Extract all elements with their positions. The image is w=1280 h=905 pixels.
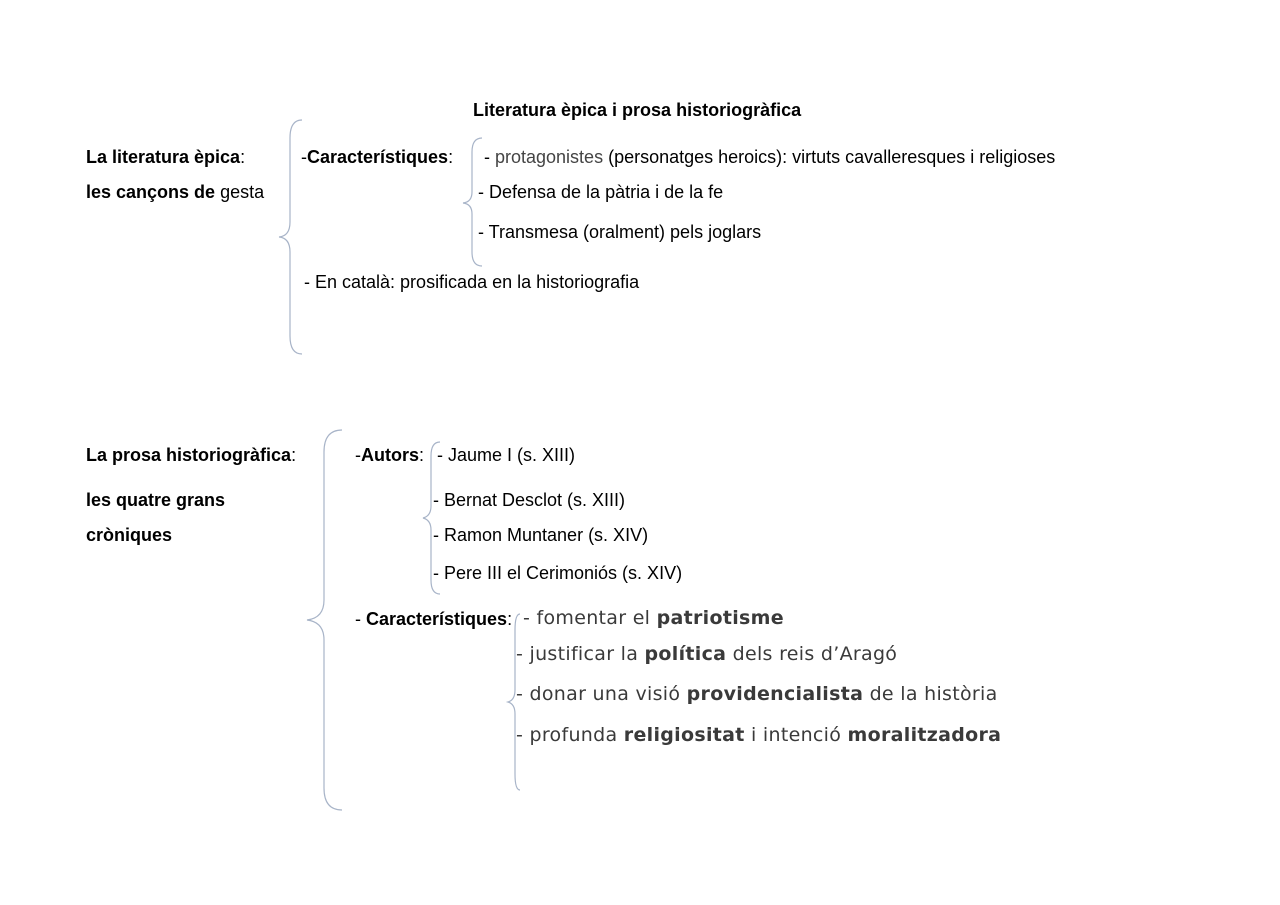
prosa-caract-4 [516, 724, 1001, 746]
prosa-subheading-1: les quatre grans [86, 490, 226, 510]
prosa-caract-1-b: patriotisme [656, 607, 784, 629]
prosa-autors-label [355, 444, 424, 466]
prosa-heading-colon: : [291, 445, 297, 465]
epica-item-1-dash: - [484, 147, 495, 167]
prosa-caract-2-b: política [644, 643, 727, 665]
epica-heading-text: La literatura èpica [86, 147, 241, 167]
prosa-subheading-2: cròniques [86, 525, 173, 545]
epica-caract-dash: - [301, 147, 307, 167]
prosa-caract-2-c: dels reis d’Aragó [726, 643, 898, 665]
prosa-caract-colon: : [507, 609, 513, 629]
author-pere-iii: - Pere III el Cerimoniós (s. XIV) [433, 563, 683, 583]
epica-subheading-bold: les cançons de [86, 182, 216, 202]
epica-subheading [86, 181, 264, 203]
epica-item-1-rest: (personatges heroics): virtuts cavalleresques i religioses [603, 147, 1056, 167]
author-ramon-muntaner: - Ramon Muntaner (s. XIV) [433, 525, 649, 545]
epica-caracteristiques-label [301, 146, 453, 168]
prosa-caract-1 [523, 607, 784, 629]
prosa-heading [86, 444, 296, 466]
epica-item-2: - Defensa de la pàtria i de la fe [478, 182, 724, 202]
prosa-autors-dash: - [355, 445, 361, 465]
prosa-caract-2-a: - justificar la [516, 643, 645, 665]
prosa-caract-3-b: providencialista [686, 683, 864, 705]
page-title: Literatura èpica i prosa historiogràfica [473, 100, 802, 120]
epica-catala: - En català: prosificada en la historiografia [304, 272, 640, 292]
epica-subheading-rest: gesta [215, 182, 265, 202]
epica-item-1-gray: protagonistes [495, 147, 604, 167]
prosa-main-brace [304, 428, 346, 814]
prosa-autors-colon: : [419, 445, 425, 465]
prosa-caract-1-a: - fomentar el [523, 607, 657, 629]
author-jaume-i: - Jaume I (s. XIII) [437, 445, 576, 465]
prosa-caract-4-a: - profunda [516, 724, 624, 746]
prosa-caract-4-b: religiositat [623, 724, 745, 746]
epica-heading [86, 146, 245, 168]
prosa-caract-4-c: i intenció [744, 724, 848, 746]
epica-caract-colon: : [448, 147, 454, 167]
prosa-caract-4-d: moralitzadora [847, 724, 1002, 746]
prosa-caract-2 [516, 643, 897, 665]
prosa-caracteristiques-label [355, 608, 512, 630]
author-bernat-desclot: - Bernat Desclot (s. XIII) [433, 490, 626, 510]
epica-caract-text: Característiques [307, 147, 449, 167]
prosa-caract-3-a: - donar una visió [516, 683, 687, 705]
prosa-heading-text: La prosa historiogràfica [86, 445, 292, 465]
prosa-caract-dash: - [355, 609, 366, 629]
epica-item-3: - Transmesa (oralment) pels joglars [478, 222, 762, 242]
prosa-autors-text: Autors [361, 445, 419, 465]
prosa-caract-3-c: de la història [863, 683, 998, 705]
epica-heading-colon: : [240, 147, 246, 167]
epica-item-1 [484, 146, 1055, 168]
prosa-caract-3 [516, 683, 998, 705]
prosa-caract-text: Característiques [366, 609, 508, 629]
